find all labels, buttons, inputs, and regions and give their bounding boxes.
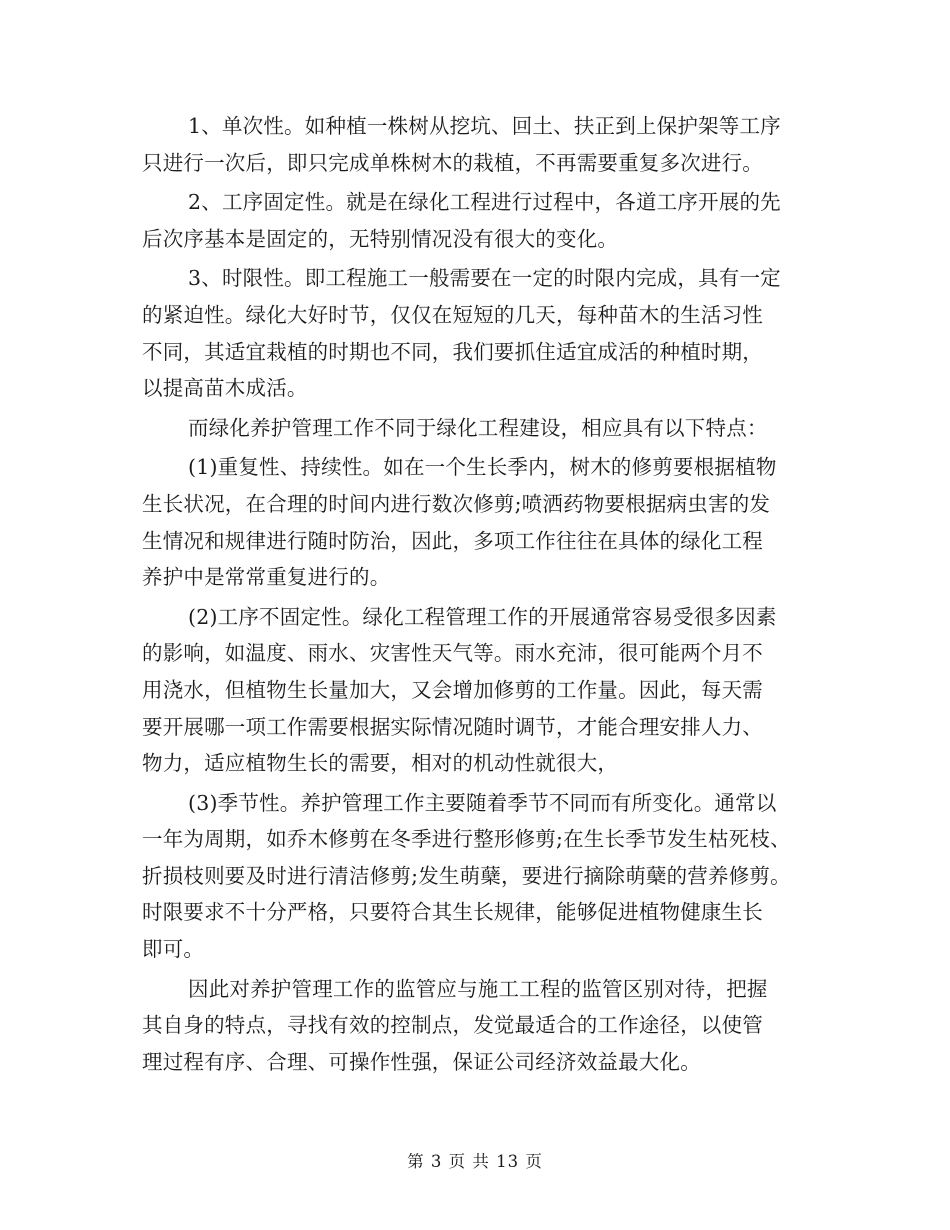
text-line: 物力，适应植物生长的需要，相对的机动性就很大， <box>142 751 619 776</box>
text-line: 一年为周期，如乔木修剪在冬季进行整形修剪;在生长季节发生枯死枝、 <box>142 827 791 852</box>
text-line: 理过程有序、合理、可操作性强，保证公司经济效益最大化。 <box>142 1049 701 1074</box>
text-line: 要开展哪一项工作需要根据实际情况随时调节，才能合理安排人力、 <box>142 714 763 739</box>
text-line: 以提高苗木成活。 <box>142 376 308 401</box>
text-line: 时限要求不十分严格，只要符合其生长规律，能够促进植物健康生长 <box>142 900 763 925</box>
text-line: 生长状况，在合理的时间内进行数次修剪;喷洒药物要根据病虫害的发 <box>142 491 771 516</box>
text-line: 用浇水，但植物生长量加大，又会增加修剪的工作量。因此，每天需 <box>142 677 763 702</box>
text-line: 只进行一次后，即只完成单株树木的栽植，不再需要重复多次进行。 <box>142 150 763 175</box>
paragraph-maintenance-intro <box>142 410 822 447</box>
paragraph-conclusion <box>142 971 822 1081</box>
text-line: 1、单次性。如种植一株树从挖坑、回土、扶正到上保护架等工序 <box>188 114 781 138</box>
paragraph-non-fixed-sequence <box>142 599 822 782</box>
text-line: 折损枝则要及时进行清洁修剪;发生萌蘖，要进行摘除萌蘖的营养修剪。 <box>142 863 791 888</box>
paragraph-fixed-sequence <box>142 184 822 257</box>
text-line: (1)重复性、持续性。如在一个生长季内，树木的修剪要根据植物 <box>188 455 777 480</box>
text-line: 2、工序固定性。就是在绿化工程进行过程中，各道工序开展的先 <box>188 190 781 215</box>
paragraph-single-instance <box>142 108 822 181</box>
text-line: (2)工序不固定性。绿化工程管理工作的开展通常容易受很多因素 <box>188 604 777 629</box>
text-line: (3)季节性。养护管理工作主要随着季节不同而有所变化。通常以 <box>188 790 777 815</box>
text-line: 即可。 <box>142 937 205 962</box>
text-line: 而绿化养护管理工作不同于绿化工程建设，相应具有以下特点： <box>188 415 768 440</box>
text-line: 的紧迫性。绿化大好时节，仅仅在短短的几天，每种苗木的生活习性 <box>142 302 763 327</box>
paragraph-repetitive <box>142 449 822 595</box>
text-line: 不同，其适宜栽植的时期也不同，我们要抓住适宜成活的种植时期， <box>142 339 763 364</box>
text-line: 其自身的特点，寻找有效的控制点，发觉最适合的工作途径，以使管 <box>142 1013 763 1038</box>
text-line: 因此对养护管理工作的监管应与施工工程的监管区别对待，把握 <box>188 976 768 1001</box>
paragraph-time-limit <box>142 260 822 406</box>
text-line: 养护中是常常重复进行的。 <box>142 565 391 590</box>
document-body <box>142 108 822 1083</box>
text-line: 3、时限性。即工程施工一般需要在一定的时限内完成，具有一定 <box>188 266 781 291</box>
text-line: 后次序基本是固定的，无特别情况没有很大的变化。 <box>142 226 619 251</box>
text-line: 的影响，如温度、雨水、灾害性天气等。雨水充沛，很可能两个月不 <box>142 641 763 666</box>
page-number-footer: 第 3 页 共 13 页 <box>407 1152 543 1171</box>
text-line: 生情况和规律进行随时防治，因此，多项工作往往在具体的绿化工程 <box>142 528 763 553</box>
paragraph-seasonal <box>142 785 822 968</box>
